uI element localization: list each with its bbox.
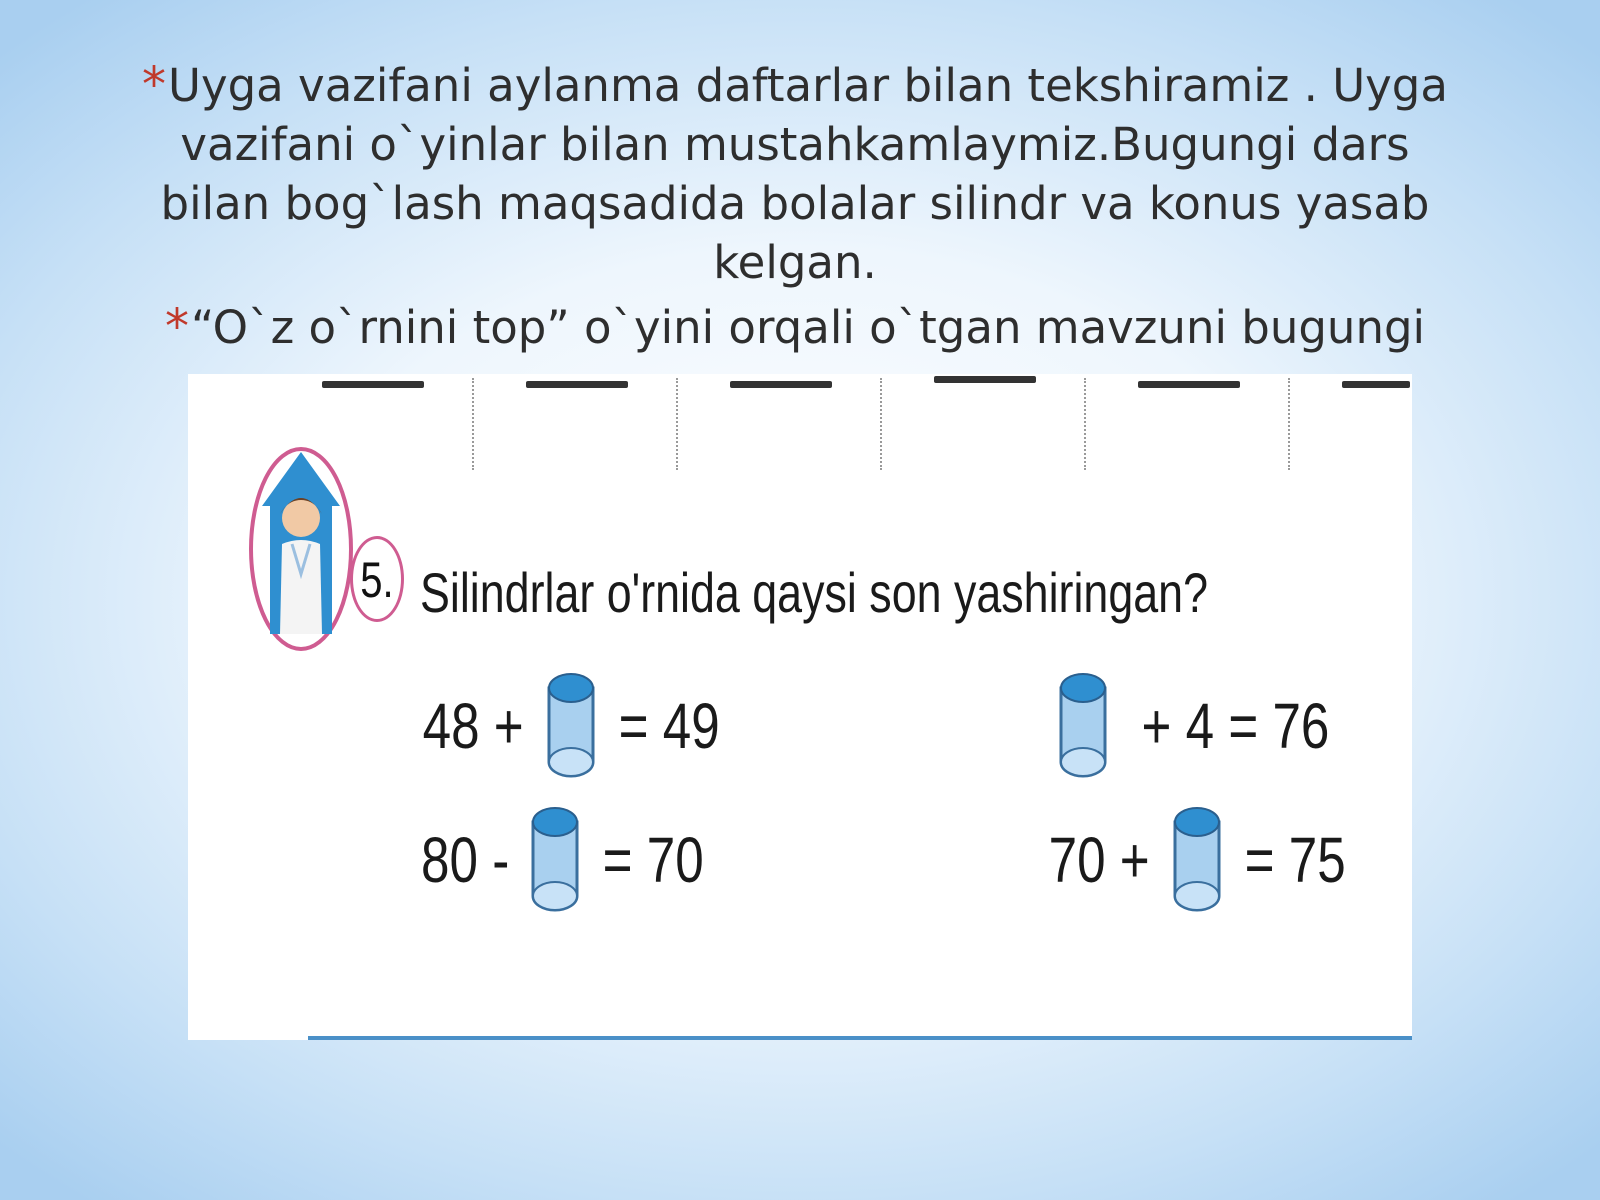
equation-left: 48 +	[422, 690, 524, 762]
worksheet-image	[188, 374, 1412, 1040]
dash-line	[322, 381, 424, 388]
dotted-separator	[1288, 378, 1290, 470]
cylinder-icon	[1172, 806, 1222, 914]
dash-line	[526, 381, 628, 388]
equation-right: = 49	[618, 690, 721, 762]
dotted-separator	[1084, 378, 1086, 470]
bullet-marker: *	[164, 299, 189, 355]
dotted-separator	[676, 378, 678, 470]
equation-1	[410, 672, 733, 780]
equation-2	[1048, 672, 1353, 780]
bullet-marker: *	[142, 57, 167, 113]
dash-line	[1138, 381, 1240, 388]
girl-avatar-icon	[248, 444, 358, 654]
slide-text	[130, 56, 1460, 357]
bullet-2	[130, 298, 1460, 357]
bottom-rule	[308, 1036, 1412, 1040]
bullet-text: “O`z o`rnini top” o`yini orqali o`tgan mavzuni bugungi	[190, 301, 1426, 354]
question-text: Silindrlar o'rnida qaysi son yashiringan?	[420, 561, 1209, 624]
task-number: 5.	[360, 552, 394, 608]
dash-line	[934, 376, 1036, 383]
equation-4	[1036, 806, 1359, 914]
equation-left: 80 -	[421, 824, 510, 896]
equation-right: + 4 = 76	[1141, 690, 1330, 762]
cylinder-icon	[530, 806, 580, 914]
equation-3	[410, 806, 717, 914]
bullet-1	[130, 56, 1460, 292]
equation-right: = 70	[602, 824, 704, 896]
cylinder-icon	[546, 672, 596, 780]
dotted-separator	[880, 378, 882, 470]
dotted-separator	[472, 378, 474, 470]
bullet-text: Uyga vazifani aylanma daftarlar bilan tekshiramiz . Uyga vazifani o`yinlar bilan mustahkamlaymiz.Bugungi dars bilan bog`lash maqsadida bolalar silindr va konus yasab kelgan.	[160, 59, 1448, 289]
cylinder-icon	[1058, 672, 1108, 780]
equation-right: = 75	[1244, 824, 1347, 896]
equation-left: 70 +	[1048, 824, 1150, 896]
dash-line	[730, 381, 832, 388]
dash-line	[1342, 381, 1410, 388]
task-number-badge	[350, 536, 404, 622]
